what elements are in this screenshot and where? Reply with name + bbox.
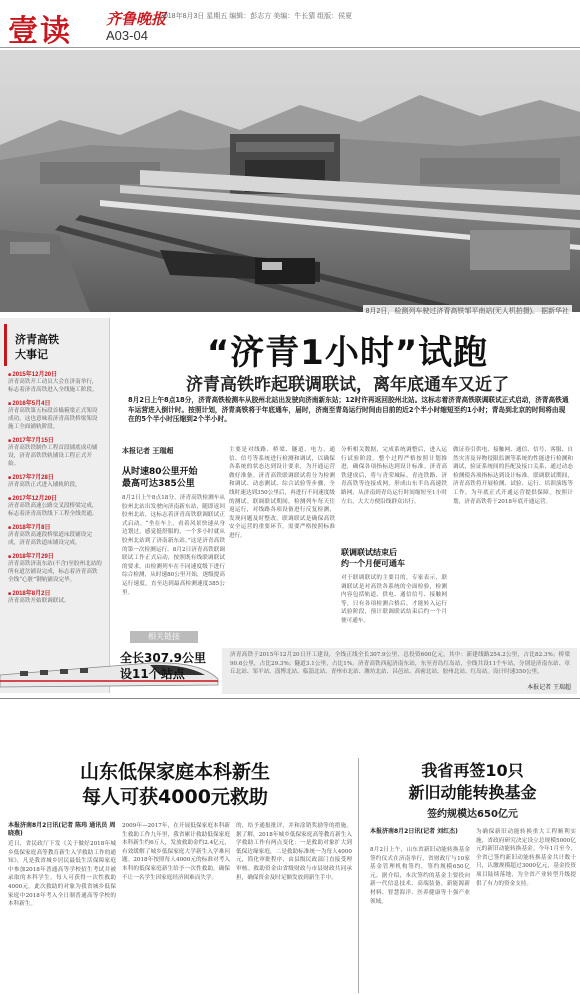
timeline-item [0,490,109,519]
timeline-text: 济青高铁第五标段首榀箱梁正式架设成功，这也意味着济青高铁桥梁架设施工全面铺轨阶段。 [8,408,98,430]
timeline-text: 济青高铁济南东站(不含)至胶州北站的所有道岔铺设完成，标志着济青高铁全线“心脏”钢轨铺设完毕。 [8,561,102,583]
timeline-text: 济青高铁开工动员大会在济南举行，标志着济青高铁进入全线施工阶段。 [8,379,98,393]
section-name: 壹读 [8,14,72,49]
lead-subtitle-2: 联调联试结束后 约一个月便可通车 [341,548,405,568]
timeline-text: 济青高铁高速段桥梁道床段铺设完成，济青高铁道床铺设完成。 [8,532,92,546]
lead-paragraph: 8月2日上午8点18分，济青高铁检测车从胶州北站出发驶向济南新东站；12时许再返回胶州北站。这标志着济青高铁联调联试正式启动，济青高铁通车运营进入倒计时。按照计划，济青高铁将于年底通车，届时，济南至青岛运行时间由目前的近2个半小时缩短至约1小时；青岛到北京的时间将由现在的5个半小时压缩到2个半小时。 [128,396,569,423]
lead-subtitle-1: 从时速80公里开始 最高可达385公里 [122,467,198,489]
timeline-date: ■ 2017年12月20日 [8,493,103,502]
column-separator [358,758,359,993]
story3-byline: 本报济南8月2日讯(记者 刘红杰) [370,828,458,835]
lead-column-3: 分析相关数据，完成系统调整后，进入运行试验阶段。整个过程严格按照计划推进，确保各项指标达到设计标准。济青高铁建成后，将与青荣城际、青连铁路、济青高铁等连接成网，形成山东半岛高速铁路网，从济南到青岛运行时间缩短至1小时左右，大大方便沿线群众出行。 [341,447,447,505]
timeline-date: ■ 2018年8月2日 [8,588,103,597]
lead-byline: 本报记者 王瑞超 [122,447,174,455]
masthead [0,0,580,48]
story2-byline: 本报济南8月2日讯(记者 陈玮 通讯员 周晓燕) [8,822,116,837]
timeline-date: ■ 2017年7月15日 [8,435,103,444]
lead-subhead: 济青高铁昨起联调联试，离年底通车又近了 [186,375,509,395]
timeline-date: ■ 2018年7月29日 [8,551,103,560]
lead-column-5: 做证券引供电、接触网、通信、信号、客服、自然灾害及异物侵限监测等系统的性能进行检测和调试，验证系统间的匹配及接口关系，通过动态检测使各项指标达到设计标准。联调联试期间，济青高铁将开展检测、试验、运行、培训演练等工作，为年底正式开通运营提供保障。按照计划，济青高铁将于2018年底开通运营。 [453,447,573,505]
timeline-list [0,366,109,606]
timeline-item [0,366,109,395]
related-byline: 本报记者 王瑞超 [527,684,571,691]
related-link-tag: 相关链接 [130,631,198,643]
story2-column-1: 近日，省民政厅下发《关于做好2018年城乡低保家庭高等教育新生入学救助工作的通知》，凡是我省城乡居民最低生活保障家庭中参加2018年普通高等学校招生考试并被录取的本科学生，每人可获得一次性救助4000元。此次救助的对象为我省城乡低保家庭中2018年考入全日制普通高等学校的本科新生。 [8,841,116,908]
timeline-item [0,548,109,585]
timeline-item [0,469,109,490]
timeline-text: 济青高铁开始联调联试。 [8,598,70,604]
story3-headline: 我省再签10只 新旧动能转换基金 [408,761,537,802]
timeline-text: 济青高铁铁制作工程首段铺底成功铺设，济青高铁铁轨铺设工程正式开始。 [8,445,98,467]
story2-column-3: 的，给予通报批评，并和涂销奖励等的措施。据了解，2018年城乡低保家庭高等教育新生入学救助工作有两点变化：一是救助对象扩大到低保边缘家庭，二是救助标准统一为每人4000元，简化审批程序，由县级民政部门直接受理审核。救助资金由省级财政与市县财政共同承担，确保资金及时足额发放到新生手中。 [236,823,352,881]
timeline-date: ■ 2016年5月4日 [8,398,103,407]
story3-column-1: 8月2日上午，山东省新旧动能转换基金签约仪式在济南举行，省财政厅与10家基金管理机构签约，签约规模650亿元。据介绍，本次签约的基金主要投向新一代信息技术、高端装备、新能源新材料、智慧海洋、医养健康等十强产业领域。 [370,847,470,905]
lead-column-1: 8月2日上午8点18分，济青高铁检测车从胶州北站出发驶向济南新东站，随即返回胶州北站，这标志着济青高铁联调联试正式启动。“坐在车上，看着风景快速从身边划过，感觉挺舒服的，一个多小时就从胶州北站到了济南新东站。”这是济青高铁的第一次检测运行。8月2日济青高铁联调联试工作正式启动，按照既有线联调联试的要求，由检测列车在不同速度级下进行综合检测，从时速80公里开始，逐级提高运行速度，直至达到最高检测速度385公里。 [122,495,225,596]
timeline-text: 济青高铁正式进入铺轨阶段。 [8,482,81,488]
train-caption: 全长307.9公里 设11个站点 [120,651,206,681]
page-number: A03-04 [106,28,148,43]
timeline-date: ■ 2018年7月8日 [8,522,103,531]
timeline-item [0,432,109,469]
lead-column-2: 主要是对线路、桥梁、隧道、电力、通信、信号等系统进行检测和调试，以确保各系统的状态达到设计要求，为开通运营做好准备。济青高铁联调联试将分为检测和调试、动态测试、综合试验等步骤，全线时速达到350公里后，再进行不同速度级的测试。联调联试期间，检测列车每天往返运行，对线路各项设备进行反复检测，发现问题及时整改。联调联试是确保高铁安全运营的重要环节，需要严格按照标准进行。 [229,447,335,539]
lead-photo [0,50,580,312]
section-divider [0,698,580,699]
train-station-photo [0,50,580,312]
story3-column-2: 为确保新旧动能转换重大工程顺利实施，省政府研究决定设立总规模5000亿元的新旧动能转换基金。今年1月至今，全省已签约新旧动能转换基金共计数十只，认缴规模超过3000亿元，基金投资项目陆续落地，为全省产业转型升级提供了有力的资金支持。 [476,829,576,887]
related-text: 济青高铁于2015年12月20日开工建设，全线正线全长307.9公里，总投资600亿元。其中：新建线路254.2公里，占比82.3%；桥梁90.6公里，占比29.3%；隧道3.1公里，占比1%。济青高铁西起济南东站，东至青岛红岛站，全线共设11个车站，分别是济南东站、章丘北站、邹平站、淄博北站、临淄北站、青州市北站、潍坊北站、昌邑站、高密北站、胶州北站、红岛站。设计时速350公里。 [230,652,570,676]
timeline-item [0,395,109,432]
timeline-sidebar [0,318,110,693]
timeline-item [0,519,109,548]
photo-caption: 8月2日，检测列车驶过济青高铁邹平南站(无人机拍摄)。 据新华社 [363,305,572,317]
paper-name: 齐鲁晚报 [106,10,167,28]
lead-headline: “济青1小时”试跑 [206,333,489,373]
related-box [222,648,577,694]
timeline-date: ■ 2017年7月28日 [8,472,103,481]
timeline-heading: 济青高铁 大事记 [4,324,109,366]
story2-column-2: 2009年—2017年，在开展低保家庭本科新生救助工作九年里，我省累计救助低保家庭本科新生约6万人，发放救助金约2.4亿元，有效缓解了城乡低保家庭大学新生入学难问题。2018年按照每人4000元的标准对考入本科的低保家庭新生给予一次性救助，确保不让一名学生因家庭经济困难而失学。 [122,823,230,881]
story2-headline: 山东低保家庭本科新生 每人可获4000元救助 [79,761,270,808]
lead-column-4: 对于联调联试的主要目的，专家表示，联调联试是对高铁各系统的全面检验，检测内容包括轨道、供电、通信信号、接触网等，只有各项检测合格后，才能转入运行试验阶段，预计联调联试结束后约一个月便可通车。 [341,575,447,624]
issue-line: 2018年8月3日 星期五 编辑：彭志方 美编：牛长猜 组版：侯夏 [160,13,353,20]
timeline-item [0,585,109,606]
timeline-text: 济青高铁高速公路交叉段桥梁完成，标志着济青高铁线下工程全线贯通。 [8,503,98,517]
timeline-date: ■ 2015年12月20日 [8,369,103,378]
story3-subhead: 签约规模达650亿元 [427,809,518,820]
